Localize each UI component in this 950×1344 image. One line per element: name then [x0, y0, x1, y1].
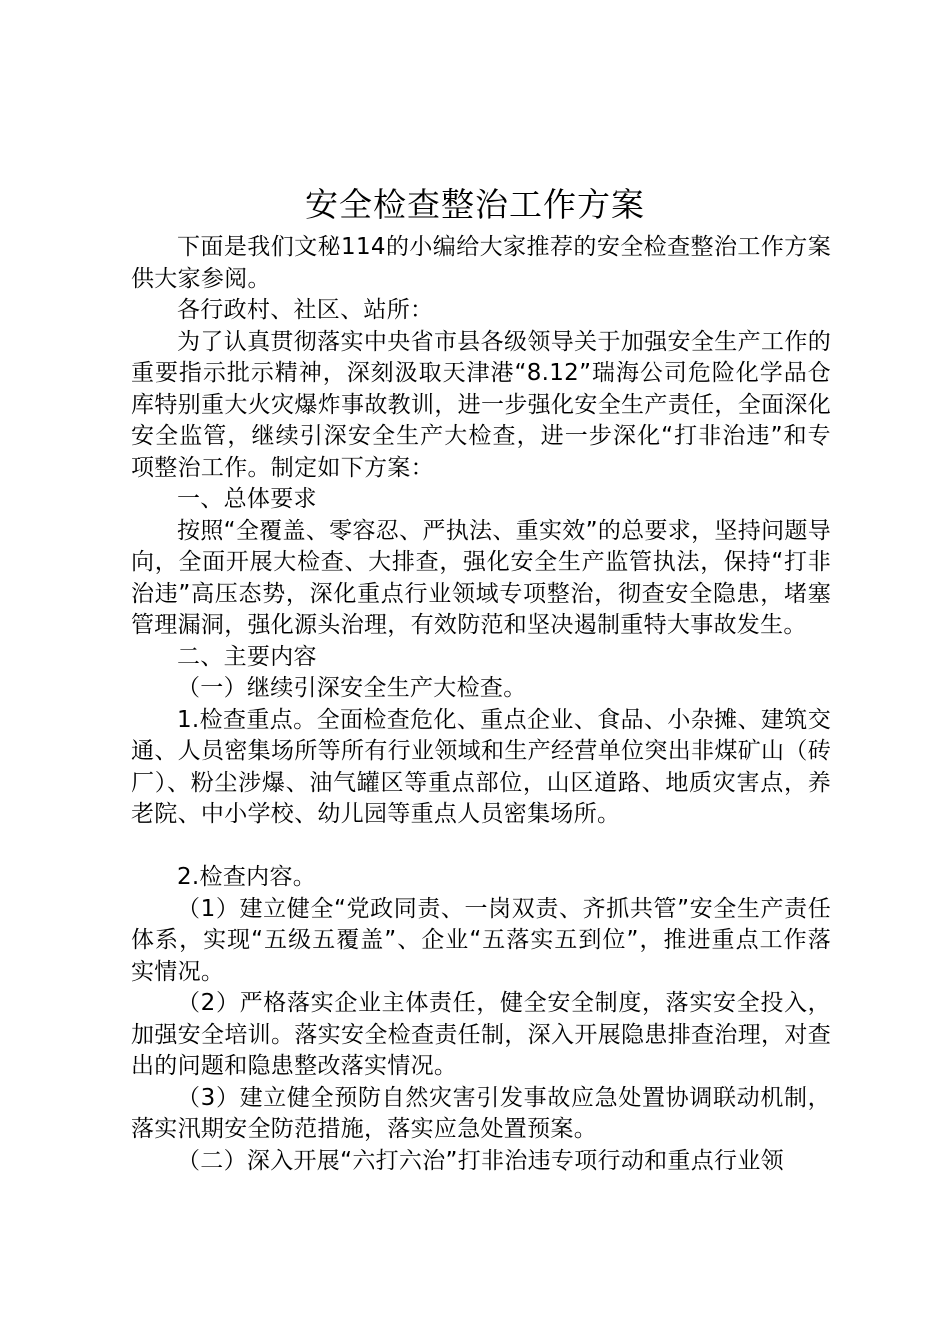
inspection-focus-paragraph: 1.检查重点。全面检查危化、重点企业、食品、小杂摊、建筑交通、人员密集场所等所有行业领域和生产经营单位突出非煤矿山（砖厂）、粉尘涉爆、油气罐区等重点部位，山区道路、地质灾害点，养老院、中小学校、幼儿园等重点人员密集场所。 [131, 706, 831, 827]
document-title: 安全检查整治工作方案 [305, 185, 645, 224]
inspection-item-2: （2）严格落实企业主体责任，健全安全制度，落实安全投入，加强安全培训。落实安全检查责任制，深入开展隐患排查治理，对查出的问题和隐患整改落实情况。 [131, 990, 831, 1079]
general-requirements-paragraph: 按照“全覆盖、零容忍、严执法、重实效”的总要求，坚持问题导向，全面开展大检查、大排查，强化安全生产监管执法，保持“打非治违”高压态势，深化重点行业领域专项整治，彻查安全隐患，堵塞管理漏洞，强化源头治理，有效防范和坚决遏制重特大事故发生。 [131, 517, 831, 638]
purpose-paragraph: 为了认真贯彻落实中央省市县各级领导关于加强安全生产工作的重要指示批示精神，深刻汲取天津港“8.12”瑞海公司危险化学品仓库特别重大火灾爆炸事故教训，进一步强化安全生产责任，全面深化安全监管，继续引深安全生产大检查，进一步深化“打非治违”和专项整治工作。制定如下方案： [131, 328, 831, 481]
inspection-item-3: （3）建立健全预防自然灾害引发事故应急处置协调联动机制，落实汛期安全防范措施，落实应急处置预案。 [131, 1084, 831, 1142]
salutation-paragraph: 各行政村、社区、站所： [177, 297, 434, 323]
inspection-item-1: （1）建立健全“党政同责、一岗双责、齐抓共管”安全生产责任体系，实现“五级五覆盖”、企业“五落实五到位”，推进重点工作落实情况。 [131, 895, 831, 985]
subsection-heading-2: （二）深入开展“六打六治”打非治违专项行动和重点行业领 [177, 1147, 784, 1174]
subsection-heading-1: （一）继续引深安全生产大检查。 [177, 675, 527, 701]
section-heading-main-content: 二、主要内容 [177, 643, 317, 670]
document-body [131, 232, 831, 1177]
intro-paragraph: 下面是我们文秘114的小编给大家推荐的安全检查整治工作方案供大家参阅。 [131, 234, 831, 292]
section-heading-general: 一、总体要求 [177, 486, 317, 512]
inspection-content-heading: 2.检查内容。 [177, 864, 317, 890]
